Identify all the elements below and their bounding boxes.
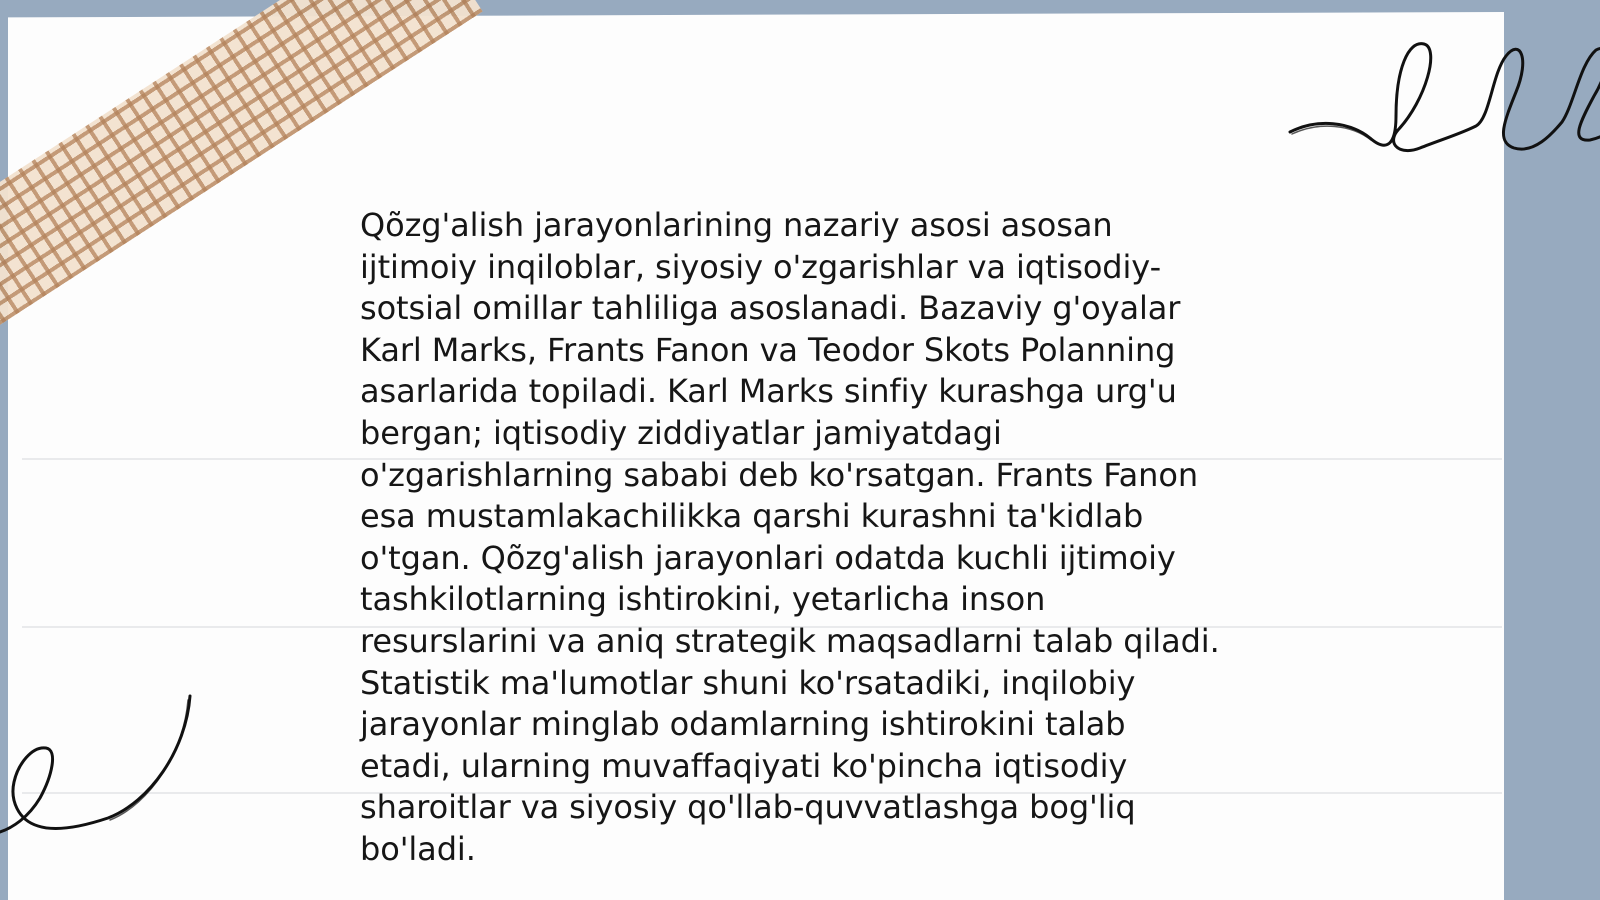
slide-body-text: Qõzg'alish jarayonlarining nazariy asosi asosan ijtimoiy inqiloblar, siyosiy o'zgarishlar va iqtisodiy- sotsial omillar tahliliga asoslanadi. Bazaviy g'oyalar Karl Marks, Frants Fanon va Teodor Skots Polanning asarlarida topiladi. Karl Marks sinfiy kurashga urg'u bergan; iqtisodiy ziddiyatlar jamiyatdagi o'zgarishlarning sababi deb ko'rsatgan. Frants Fanon esa mustamlakachilikka qarshi kurashni ta'kidlab o'tgan. Qõzg'alish jarayonlari odatda kuchli ijtimoiy tashkilotlarning ishtirokini, yetarlicha inson resurslarini va aniq strategik maqsadlarni talab qiladi. Statistik ma'lumotlar shuni ko'rsatadiki, inqilobiy jarayonlar minglab odamlarning ishtirokini talab etadi, ularning muvaffaqiyati ko'pincha iqtisodiy sharoitlar va siyosiy qo'llab-quvvatlashga bog'liq bo'ladi. <box>360 206 1220 868</box>
bottom-left-squiggle-icon <box>0 690 200 850</box>
top-right-squiggle-icon <box>1290 30 1600 170</box>
